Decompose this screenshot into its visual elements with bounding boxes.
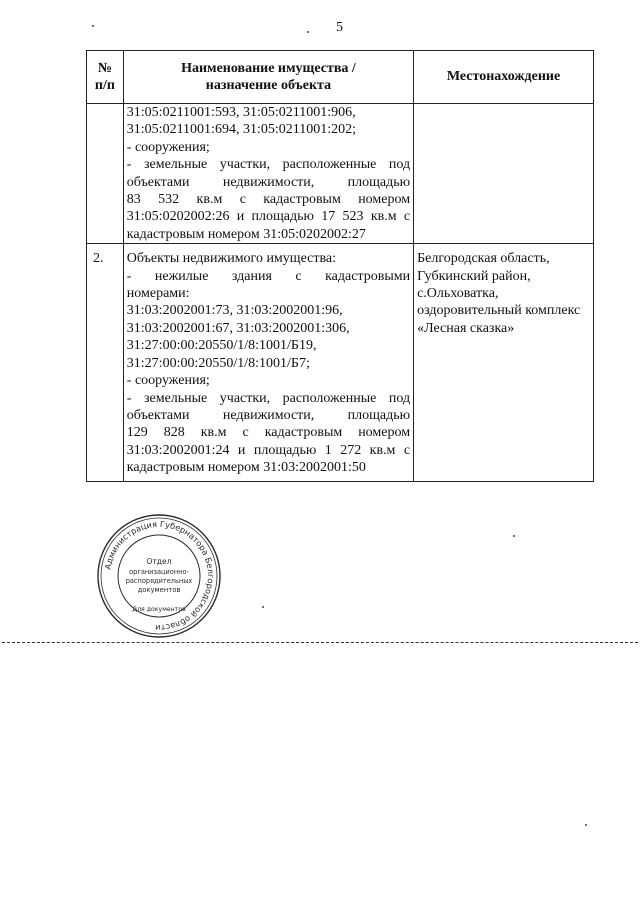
object-location <box>414 244 594 481</box>
stamp-center-line: Отдел <box>146 557 172 566</box>
description-line: объектами недвижимости, площадью <box>126 174 411 190</box>
scan-speck <box>262 606 264 608</box>
description-line: 31:03:2002001:67, 31:03:2002001:306, <box>126 320 350 336</box>
description-line: 129 828 кв.м с кадастровым номером <box>126 425 411 441</box>
object-location <box>414 104 594 244</box>
location-line: оздоровительный комплекс <box>417 303 581 319</box>
header-location: Местонахождение <box>414 51 594 104</box>
description-line: Объекты недвижимого имущества: <box>126 251 336 267</box>
scan-speck <box>585 824 587 826</box>
description-line: 31:05:0202002:26 и площадью 17 523 кв.м с <box>126 209 411 225</box>
table-header-row <box>87 51 594 104</box>
description-line: 31:05:0211001:593, 31:05:0211001:906, <box>126 105 356 120</box>
dashed-divider <box>2 642 638 643</box>
stamp-bottom-text: Для документов <box>132 606 186 613</box>
description-line: - земельные участки, расположенные под <box>126 390 411 406</box>
description-line: 31:03:2002001:73, 31:03:2002001:96, <box>126 303 343 319</box>
row-number <box>87 104 124 244</box>
description-line: 31:27:00:00:20550/1/8:1001/Б19, <box>126 338 317 354</box>
scan-speck <box>513 535 515 537</box>
stamp-center-line: распорядительных <box>125 577 193 585</box>
description-line: 83 532 кв.м с кадастровым номером <box>126 192 411 208</box>
table-row <box>87 244 594 481</box>
object-description <box>123 104 413 244</box>
description-line: - сооружения; <box>126 139 210 155</box>
stamp-center-line: документов <box>137 586 181 594</box>
description-line: 31:27:00:00:20550/1/8:1001/Б7; <box>126 355 310 371</box>
stamp-ring-text: Администрация Губернатора Белгородской области <box>102 518 217 634</box>
page-number: 5 <box>336 20 343 35</box>
official-seal-stamp <box>96 513 222 639</box>
property-table <box>86 50 594 482</box>
description-line: - нежилые здания с кадастровыми <box>126 268 411 284</box>
stamp-center-line: организационно- <box>129 568 189 576</box>
description-line: - сооружения; <box>126 373 210 389</box>
table-row <box>87 104 594 244</box>
location-line: с.Ольховатка, <box>417 286 499 302</box>
header-number: № п/п <box>87 51 124 104</box>
description-line: - земельные участки, расположенные под <box>126 157 411 173</box>
scan-speck <box>92 25 94 27</box>
header-name: Наименование имущества / назначение объекта <box>123 51 413 104</box>
row-number: 2. <box>87 244 124 481</box>
description-line: номерами: <box>126 286 190 302</box>
location-line: Белгородская область, <box>417 251 550 267</box>
description-line: объектами недвижимости, площадью <box>126 407 411 423</box>
description-line: 31:05:0211001:694, 31:05:0211001:202; <box>126 122 356 138</box>
description-line: 31:03:2002001:24 и площадью 1 272 кв.м с <box>126 442 411 458</box>
description-line: кадастровым номером 31:03:2002001:50 <box>126 460 366 476</box>
scan-speck <box>307 31 309 33</box>
description-line: кадастровым номером 31:05:0202002:27 <box>126 226 366 242</box>
object-description <box>123 244 413 481</box>
location-line: «Лесная сказка» <box>417 320 515 336</box>
location-line: Губкинский район, <box>417 268 531 284</box>
